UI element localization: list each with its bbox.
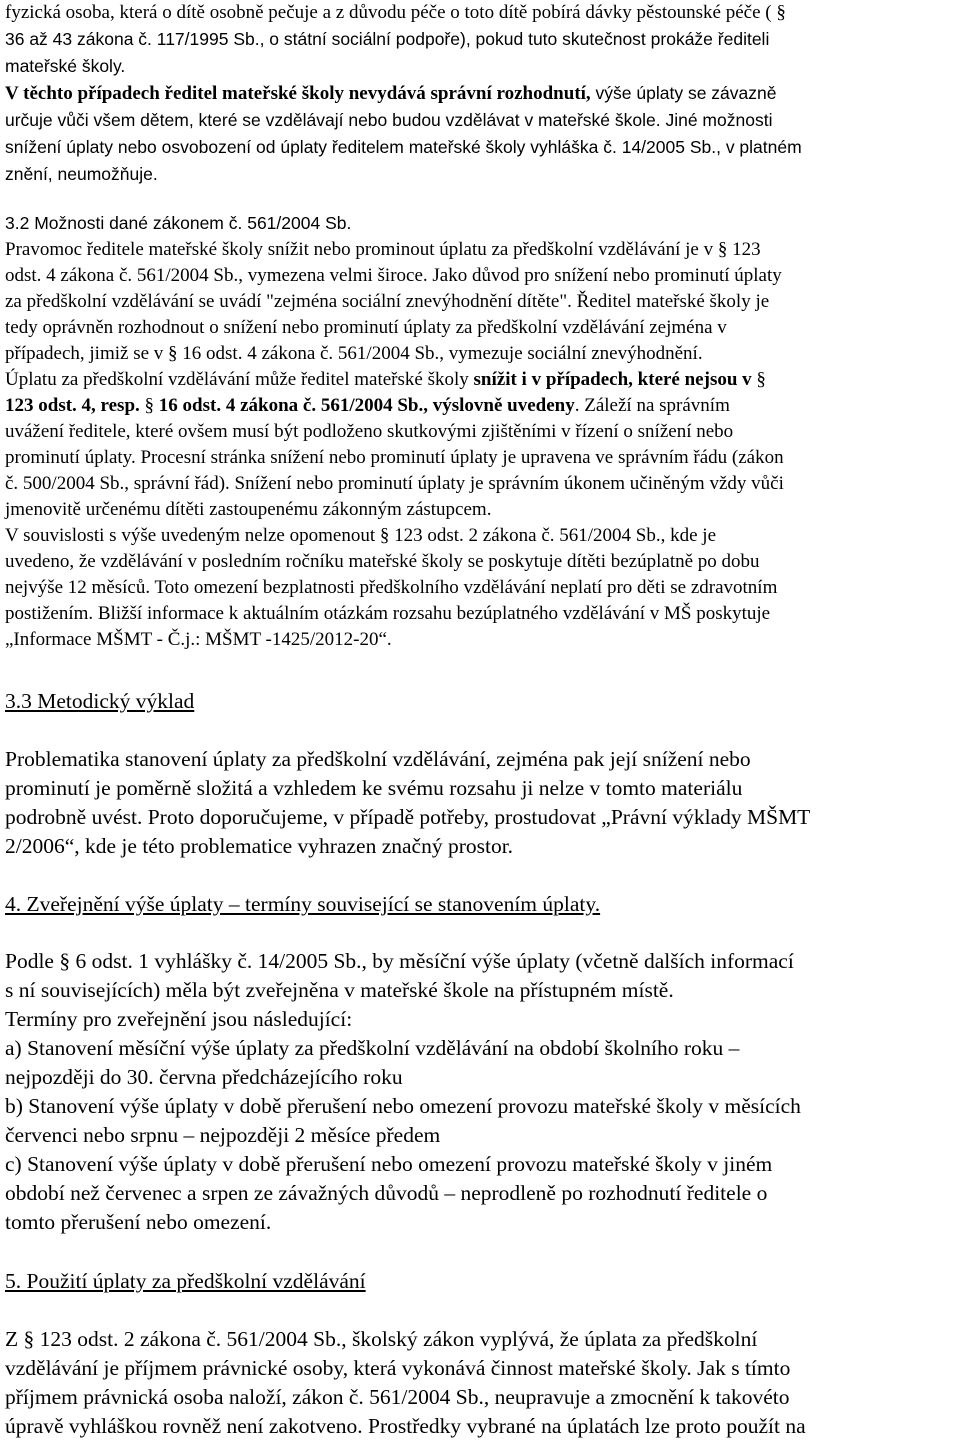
text-line — [5, 0, 955, 26]
text-run: příjmem právnická osoba naloží, zákon č. 561/2004 Sb., neupravuje a zmocnění k takovéto — [5, 1385, 790, 1409]
text-run: prominutí je poměrně složitá a vzhledem ke svému rozsahu ji nelze v tomto materiálu — [5, 776, 743, 800]
text-line — [5, 1383, 955, 1412]
text-run: výše úplaty se závazně — [590, 83, 777, 103]
text-line — [5, 745, 955, 774]
text-run: vzdělávání je příjmem právnické osoby, která vykonává činnost mateřské školy. Jak s tímto — [5, 1356, 791, 1380]
text-run: nejpozději do 30. června předcházejícího roku — [5, 1065, 403, 1089]
text-run: fyzická osoba, která o dítě osobně pečuje a z důvodu péče o toto dítě pobírá dávky pěstounské péče ( — [5, 2, 772, 23]
text-run: Úplatu za předškolní vzdělávání může ředitel mateřské školy — [5, 369, 474, 390]
text-run: snížit i v případech, které nejsou v — [473, 369, 752, 390]
text-line — [5, 1150, 955, 1179]
text-run: § — [53, 949, 71, 973]
text-line — [5, 1063, 955, 1092]
text-line — [5, 53, 955, 80]
text-run: mateřské školy. — [5, 56, 126, 76]
text-line — [5, 523, 955, 549]
text-run: červenci nebo srpnu – nejpozději 2 měsíce předem — [5, 1123, 441, 1147]
text-run: určuje vůči všem dětem, které se vzdělávají nebo budou vzdělávat v mateřské škole. Jiné možnosti — [5, 110, 773, 130]
text-line — [5, 419, 955, 445]
text-run: období než červenec a srpen ze závažných důvodů – neprodleně po rozhodnutí ředitele o — [5, 1181, 768, 1205]
text-run: Termíny pro zveřejnění jsou následující: — [5, 1007, 353, 1031]
text-run: § — [751, 369, 766, 390]
text-run: a) Stanovení měsíční výše úplaty za předškolní vzdělávání na období školního roku – — [5, 1036, 740, 1060]
text-line — [5, 341, 955, 367]
text-run: § — [163, 343, 178, 364]
text-run: Pravomoc ředitele mateřské školy snížit nebo prominout úplatu za předškolní vzdělávání je v — [5, 239, 714, 260]
text-run: Z — [5, 1327, 19, 1351]
text-run: V těchto případech ředitel mateřské školy nevydává správní rozhodnutí, — [5, 83, 591, 104]
text-run: tedy oprávněn rozhodnout o snížení nebo prominutí úplaty za předškolní vzdělávání zejména v — [5, 317, 727, 338]
text-line — [5, 26, 955, 53]
text-line — [5, 976, 955, 1005]
text-line — [5, 80, 955, 107]
text-run: uvedeno, že vzdělávání v posledním ročníku mateřské školy se poskytuje dítěti bezúplatně po dobu — [5, 551, 760, 572]
text-run: § — [375, 525, 390, 546]
section-5-heading — [5, 1267, 955, 1296]
text-run: č. 500/2004 Sb., správní řád). Snížení nebo prominutí úplaty je správním úkonem učiněným vždy vůči — [5, 473, 784, 494]
text-run: Podle — [5, 949, 54, 973]
text-run: 16 odst. 4 zákona č. 561/2004 Sb., vymezuje sociální znevýhodnění. — [177, 343, 703, 364]
text-line — [5, 134, 955, 161]
text-line — [5, 1092, 955, 1121]
text-run: 6 odst. 1 vyhlášky č. 14/2005 Sb., by měsíční výše úplaty (včetně dalších informací — [70, 949, 794, 973]
text-run: nejvýše 12 měsíců. Toto omezení bezplatnosti předškolního vzdělávání neplatí pro děti se zdravotním — [5, 577, 778, 598]
text-run: 123 odst. 4, resp. — [5, 395, 140, 416]
text-line — [5, 161, 955, 188]
text-run: s ní souvisejících) měla být zveřejněna v mateřské škole na přístupném místě. — [5, 978, 674, 1002]
text-line — [5, 1121, 955, 1150]
text-line — [5, 549, 955, 575]
text-line — [5, 627, 955, 653]
text-run: b) Stanovení výše úplaty v době přerušení nebo omezení provozu mateřské školy v měsících — [5, 1094, 801, 1118]
text-line — [5, 107, 955, 134]
text-run: 123 odst. 2 zákona č. 561/2004 Sb., kde je — [389, 525, 717, 546]
section-5-heading-text: 5. Použití úplaty za předškolní vzdělávání — [5, 1269, 366, 1293]
text-line — [5, 1354, 955, 1383]
text-line — [5, 1412, 955, 1441]
text-run: podrobně uvést. Proto doporučujeme, v případě potřeby, prostudovat „Právní výklady MŠMT — [5, 805, 811, 829]
text-run: 123 — [727, 239, 761, 260]
text-line — [5, 210, 955, 237]
text-line — [5, 601, 955, 627]
text-line — [5, 393, 955, 419]
text-line — [5, 1005, 955, 1034]
text-line — [5, 1208, 955, 1237]
text-run: c) Stanovení výše úplaty v době přerušení nebo omezení provozu mateřské školy v jiném — [5, 1152, 773, 1176]
section-4-heading — [5, 890, 955, 919]
text-line — [5, 1179, 955, 1208]
text-run: § — [713, 239, 728, 260]
text-line — [5, 947, 955, 976]
text-line — [5, 1034, 955, 1063]
text-line — [5, 445, 955, 471]
text-run: 123 odst. 2 zákona č. 561/2004 Sb., školský zákon vyplývá, že úplata za předškolní — [34, 1327, 758, 1351]
section-3-2-paragraph — [5, 210, 955, 653]
text-run: prominutí úplaty. Procesní stránka snížení nebo prominutí úplaty je upravena ve správním řádu (zákon — [5, 447, 784, 468]
text-run: za předškolní vzdělávání se uvádí "zejména sociální znevýhodnění dítěte". Ředitel mateřské školy je — [5, 291, 770, 312]
text-line — [5, 832, 955, 861]
text-run: § — [771, 2, 786, 23]
text-run: 3.2 Možnosti dané zákonem č. 561/2004 Sb. — [5, 213, 352, 233]
text-line — [5, 497, 955, 523]
text-run: uvážení ředitele, které ovšem musí být podloženo skutkovými zjištěními v řízení o snížení nebo — [5, 421, 734, 442]
text-run: „Informace MŠMT - Č.j.: MŠMT -1425/2012-20“. — [5, 629, 392, 650]
section-4-heading-text: 4. Zveřejnění výše úplaty – termíny související se stanovením úplaty. — [5, 892, 601, 916]
text-run: snížení úplaty nebo osvobození od úplaty ředitelem mateřské školy vyhláška č. 14/2005 Sb., v platném — [5, 137, 802, 157]
text-run: Problematika stanovení úplaty za předškolní vzdělávání, zejména pak její snížení nebo — [5, 747, 751, 771]
text-line — [5, 774, 955, 803]
text-line — [5, 803, 955, 832]
text-line — [5, 367, 955, 393]
text-run: § — [139, 395, 155, 416]
text-run: § — [18, 1327, 35, 1351]
section-4-paragraph — [5, 947, 955, 1237]
text-run: . Záleží na správním — [574, 395, 730, 416]
text-run: V souvislosti s výše uvedeným nelze opomenout — [5, 525, 376, 546]
text-line — [5, 289, 955, 315]
section-3-3-paragraph — [5, 745, 955, 861]
text-run: úpravě vyhláškou rovněž není zakotveno. Prostředky vybrané na úplatách lze proto použít na — [5, 1414, 806, 1438]
section-3-3-heading-text: 3.3 Metodický výklad — [5, 689, 195, 713]
text-run: 2/2006“, kde je této problematice vyhrazen značný prostor. — [5, 834, 514, 858]
text-run: 36 až 43 zákona č. 117/1995 Sb., o státní sociální podpoře), pokud tuto skutečnost prokáže řediteli — [5, 29, 770, 49]
text-line — [5, 237, 955, 263]
text-line — [5, 575, 955, 601]
text-line — [5, 315, 955, 341]
text-line — [5, 1325, 955, 1354]
text-run: případech, jimiž se v — [5, 343, 164, 364]
text-run: postižením. Bližší informace k aktuálním otázkám rozsahu bezúplatného vzdělávání v MŠ poskytuje — [5, 603, 771, 624]
section-3-3-heading — [5, 687, 955, 716]
text-run: znění, neumožňuje. — [5, 164, 158, 184]
text-run: jmenovitě určenému dítěti zastoupenému zákonným zástupcem. — [5, 499, 492, 520]
text-run: tomto přerušení nebo omezení. — [5, 1210, 272, 1234]
text-run: odst. 4 zákona č. 561/2004 Sb., vymezena velmi široce. Jako důvod pro snížení nebo prominutí úplaty — [5, 265, 782, 286]
text-run: 16 odst. 4 zákona č. 561/2004 Sb., výslovně uvedeny — [154, 395, 575, 416]
text-line — [5, 263, 955, 289]
section-5-paragraph — [5, 1325, 955, 1441]
intro-paragraph — [5, 0, 955, 188]
text-line — [5, 471, 955, 497]
